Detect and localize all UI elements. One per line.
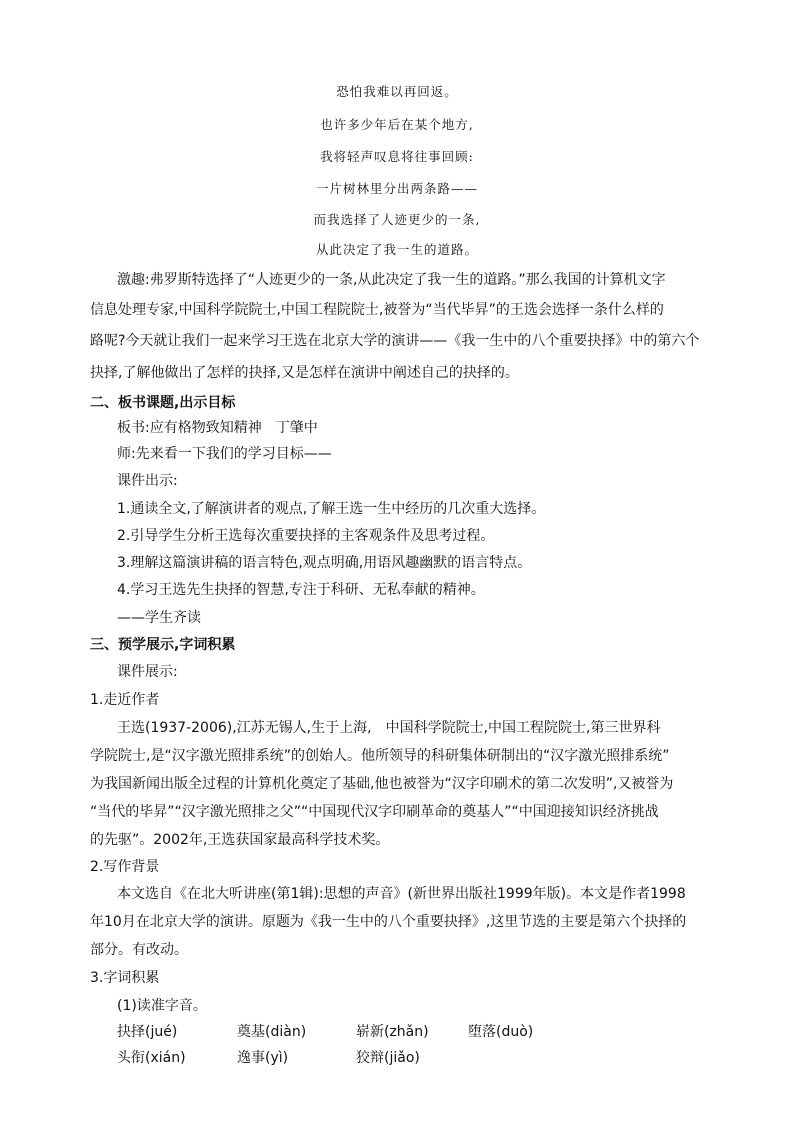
slide-label: 课件展示:: [117, 664, 178, 680]
background-paragraph-line: 本文选自《在北大听讲座(第1辑):思想的声音》(新世界出版社1999年版)。本文是作者1998: [117, 886, 686, 902]
author-paragraph-line: 学院院士,是“汉字激光照排系统”的创始人。他所领导的科研集体研制出的“汉字激光照排系统”: [90, 748, 670, 764]
intro-paragraph-line: 激趣:弗罗斯特选择了“人迹更少的一条,从此决定了我一生的道路。”那么我国的计算机文字: [117, 272, 666, 288]
word-pinyin: 奠基(diàn): [237, 1024, 307, 1040]
section-heading: 二、板书课题,出示目标: [90, 395, 236, 411]
intro-paragraph-line: 抉择,了解他做出了怎样的抉择,又是怎样在演讲中阐述自己的抉择的。: [90, 365, 519, 381]
word-pinyin: 崭新(zhǎn): [356, 1024, 429, 1040]
author-paragraph-line: “当代的毕昇”“汉字激光照排之父”“中国现代汉字印刷革命的奠基人”“中国迎接知识经济挑战: [90, 804, 659, 820]
slide-label: 课件出示:: [117, 473, 178, 489]
students-read-line: ——学生齐读: [117, 610, 201, 626]
word-pinyin: 抉择(jué): [117, 1024, 178, 1040]
intro-paragraph-line: 路呢?今天就让我们一起来学习王选在北京大学的演讲——《我一生中的八个重要抉择》中的第六个: [90, 333, 700, 349]
poem-line: 而我选择了人迹更少的一条,: [313, 212, 481, 227]
board-title: 板书:应有格物致知精神 丁肇中: [117, 420, 318, 436]
background-paragraph-line: 年10月在北京大学的演讲。原题为《我一生中的八个重要抉择》,这里节选的主要是第六个抉择的: [90, 914, 687, 930]
goal-item: 2.引导学生分析王选每次重要抉择的主客观条件及思考过程。: [117, 528, 495, 544]
poem-line: 也许多少年后在某个地方,: [320, 117, 474, 132]
section-heading: 三、预学展示,字词积累: [90, 637, 236, 653]
subsection-title: 1.走近作者: [90, 692, 160, 708]
word-pinyin: 逸事(yì): [237, 1050, 289, 1066]
poem-line: 从此决定了我一生的道路。: [315, 242, 478, 257]
poem-line: 一片树林里分出两条路——: [315, 181, 478, 196]
subsection-title: 2.写作背景: [90, 859, 160, 875]
pronunciation-title: (1)读准字音。: [117, 998, 207, 1014]
word-pinyin: 狡辩(jiǎo): [356, 1050, 420, 1066]
goal-item: 1.通读全文,了解演讲者的观点,了解王选一生中经历的几次重大选择。: [117, 501, 546, 517]
background-paragraph-line: 部分。有改动。: [90, 942, 188, 958]
teacher-line: 师:先来看一下我们的学习目标——: [117, 446, 332, 462]
author-paragraph-line: 王选(1937-2006),江苏无锡人,生于上海, 中国科学院院士,中国工程院院士,第三世界科: [117, 720, 661, 736]
intro-paragraph-line: 信息处理专家,中国科学院院士,中国工程院院士,被誉为“当代毕昇”的王选会选择一条什么样的: [90, 302, 664, 318]
author-paragraph-line: 的先驱”。2002年,王选获国家最高科学技术奖。: [90, 832, 390, 848]
subsection-title: 3.字词积累: [90, 970, 160, 986]
word-pinyin: 头衔(xián): [117, 1050, 186, 1066]
poem-line: 我将轻声叹息将往事回顾:: [320, 149, 474, 164]
goal-item: 3.理解这篇演讲稿的语言特色,观点明确,用语风趣幽默的语言特点。: [117, 555, 532, 571]
word-pinyin: 堕落(duò): [468, 1024, 534, 1040]
author-paragraph-line: 为我国新闻出版全过程的计算机化奠定了基础,他也被誉为“汉字印刷术的第二次发明”,又被誉为: [90, 776, 674, 792]
poem-line: 恐怕我难以再回返。: [336, 84, 458, 99]
goal-item: 4.学习王选先生抉择的智慧,专注于科研、无私奉献的精神。: [117, 582, 485, 598]
